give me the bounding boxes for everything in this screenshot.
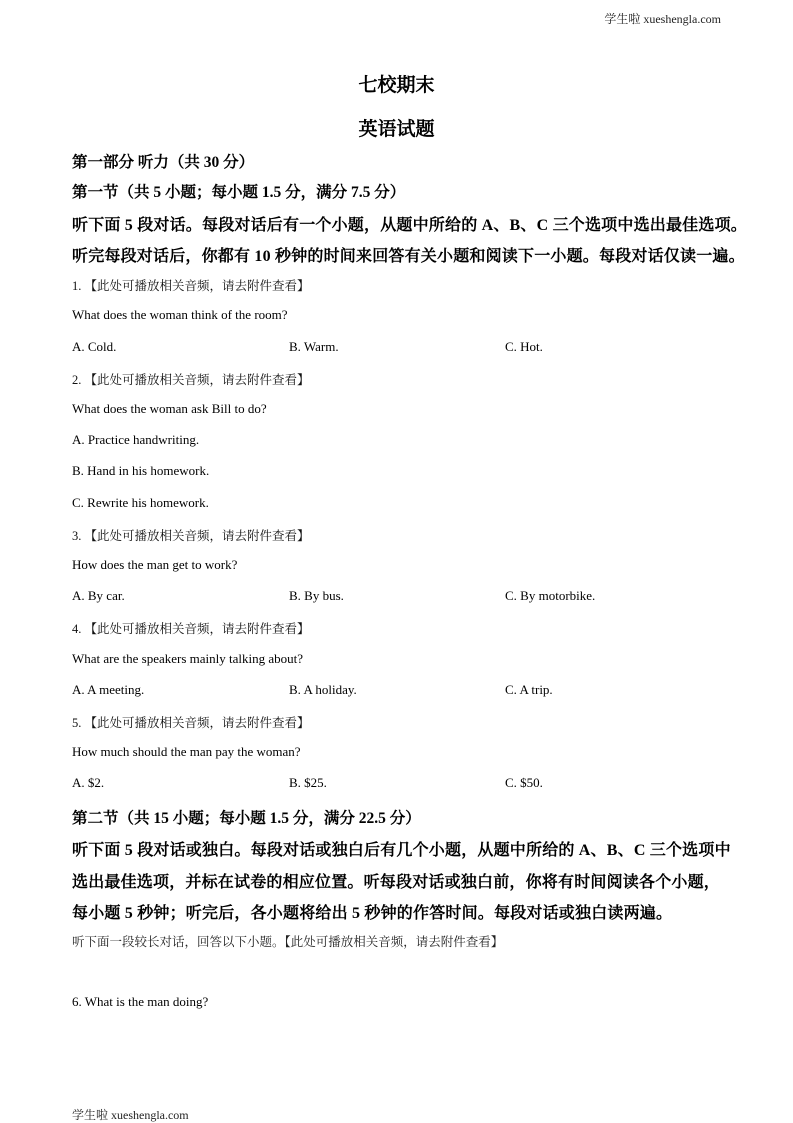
question-stem: How much should the man pay the woman? (72, 744, 301, 759)
option-a[interactable]: A. Practice handwriting. (72, 432, 200, 447)
audio-placeholder[interactable]: 1. 【此处可播放相关音频，请去附件查看】 (72, 279, 310, 293)
audio-placeholder[interactable]: 3. 【此处可播放相关音频，请去附件查看】 (72, 529, 310, 543)
audio-placeholder[interactable]: 4. 【此处可播放相关音频，请去附件查看】 (72, 622, 310, 636)
option-b[interactable]: B. Hand in his homework. (72, 463, 210, 478)
section2-instruction-line: 选出最佳选项，并标在试卷的相应位置。听每段对话或独白前，你将有时间阅读各个小题， (72, 874, 721, 891)
audio-placeholder[interactable]: 听下面一段较长对话，回答以下小题。【此处可播放相关音频，请去附件查看】 (72, 935, 504, 949)
option-a[interactable]: A. $2. (72, 775, 105, 790)
option-c[interactable]: C. $50. (505, 775, 543, 790)
question-stem: What does the woman ask Bill to do? (72, 401, 267, 416)
option-c[interactable]: C. Hot. (505, 339, 543, 354)
option-b[interactable]: B. A holiday. (289, 682, 357, 697)
section1-instruction-line: 听下面 5 段对话。每段对话后有一个小题，从题中所给的 A、B、C 三个选项中选出最佳选项。 (72, 217, 747, 234)
option-b[interactable]: B. By bus. (289, 588, 344, 603)
question-stem: How does the man get to work? (72, 557, 238, 572)
option-b[interactable]: B. $25. (289, 775, 327, 790)
question-stem: What are the speakers mainly talking about? (72, 651, 304, 666)
section2-heading: 第二节（共 15 小题；每小题 1.5 分，满分 22.5 分） (72, 810, 421, 827)
option-c[interactable]: C. Rewrite his homework. (72, 495, 209, 510)
section2-instruction-line: 听下面 5 段对话或独白。每段对话或独白后有几个小题，从题中所给的 A、B、C 三个选项中 (72, 842, 731, 859)
exam-subtitle: 英语试题 (358, 119, 435, 140)
question-stem: 6. What is the man doing? (72, 994, 209, 1009)
audio-placeholder[interactable]: 2. 【此处可播放相关音频，请去附件查看】 (72, 373, 310, 387)
option-a[interactable]: A. By car. (72, 588, 125, 603)
section1-heading: 第一节（共 5 小题；每小题 1.5 分，满分 7.5 分） (72, 184, 406, 201)
audio-placeholder[interactable]: 5. 【此处可播放相关音频，请去附件查看】 (72, 716, 310, 730)
part1-heading: 第一部分 听力（共 30 分） (72, 154, 255, 171)
option-c[interactable]: C. By motorbike. (505, 588, 596, 603)
exam-title: 七校期末 (358, 75, 435, 96)
header-watermark: 学生啦 xueshengla.com (604, 12, 721, 26)
option-a[interactable]: A. A meeting. (72, 682, 145, 697)
footer-watermark: 学生啦 xueshengla.com (72, 1108, 189, 1122)
option-a[interactable]: A. Cold. (72, 339, 117, 354)
section1-instruction-line: 听完每段对话后，你都有 10 秒钟的时间来回答有关小题和阅读下一小题。每段对话仅读一遍。 (72, 248, 745, 265)
option-b[interactable]: B. Warm. (289, 339, 339, 354)
question-stem: What does the woman think of the room? (72, 307, 288, 322)
section2-instruction-line: 每小题 5 秒钟；听完后，各小题将给出 5 秒钟的作答时间。每段对话或独白读两遍。 (72, 905, 673, 922)
option-c[interactable]: C. A trip. (505, 682, 553, 697)
